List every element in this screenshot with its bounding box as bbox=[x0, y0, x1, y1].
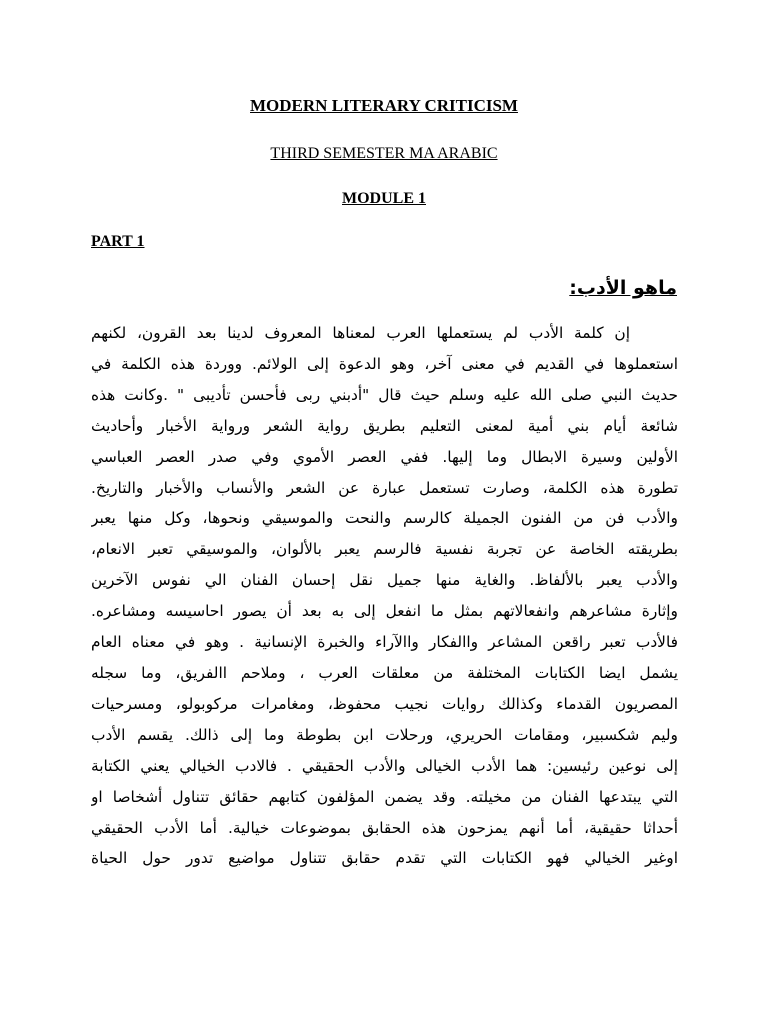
body-line: التي يبتدعها الفنان من مخيلته. وقد يضمن المؤلفون كتابهم حقائق تتناول أشخاصا او bbox=[91, 787, 678, 806]
body-line: بطريقته الخاصة عن تجربة نفسية فالرسم يعبر بالألوان، والموسيقي تعبر الانعام، bbox=[91, 540, 678, 559]
body-line: إن كلمة الأدب لم يستعملها العرب لمعناها المعروف لدينا بعد القرون، لكنهم bbox=[91, 324, 630, 342]
body-line: والأدب يعبر بالألفاظ. والغاية منها جميل نقل إحسان الفنان الي نفوس الآخرين bbox=[91, 571, 678, 590]
body-line: اوغير الخيالي فهو الكتابات التي تقدم حقابق تتناول مواضيع تدور حول الحياة bbox=[91, 849, 678, 868]
body-line: وإثارة مشاعرهم وانفعالاتهم بمثل ما انفعل إلى به بعد أن يصور احاسيسه ومشاعره. bbox=[91, 602, 678, 621]
document-subtitle: THIRD SEMESTER MA ARABIC bbox=[270, 145, 498, 162]
body-text bbox=[91, 318, 678, 874]
document-title: MODERN LITERARY CRITICISM bbox=[250, 96, 518, 115]
body-line: إلى نوعين رئيسين: هما الأدب الخيالى والأدب الحقيقي . فالادب الخيالي يعني الكتابة bbox=[91, 756, 678, 775]
body-line: أحداثا حقيقية، أما أنهم يمزحون هذه الحقابق بموضوعات خيالية. أما الأدب الحقيقي bbox=[91, 818, 678, 837]
body-line: يشمل ايضا الكتابات المختلفة من معلقات العرب ، وملاحم االفريق، وما سجله bbox=[91, 663, 678, 682]
body-line: المصريون القدماء وكذالك روايات نجيب محفوظ، ومغامرات مركوبولو، ومسرحيات bbox=[91, 694, 678, 713]
body-line: الأولين وسيرة الابطال وما إليها. ففي العصر الأموي وفي صدر العصر العباسي bbox=[91, 447, 678, 466]
module-label: MODULE 1 bbox=[342, 190, 426, 207]
section-heading: ماهو الأدب: bbox=[569, 277, 677, 299]
body-line: والأدب فن من الفنون الجميلة كالرسم والنحت والموسيقي ونحوها، وكل منها يعبر bbox=[91, 509, 678, 528]
body-line: شائعة أيام بني أمية لمعنى التعليم بطريق رواية الشعر ورواية الأخبار وأحاديث bbox=[91, 416, 678, 435]
part-label: PART 1 bbox=[91, 233, 145, 250]
body-line: حديث النبي صلى الله عليه وسلم حيث قال "أدبني ربى فأحسن تأديبى " .وكانت هذه bbox=[91, 385, 678, 404]
body-line: وليم شكسبير، ومقامات الحريري، ورحلات ابن بطوطة وما إلى ذالك. يقسم الأدب bbox=[91, 725, 678, 744]
body-line: فالأدب تعبر راقعن المشاعر واالفكار واالآراء والخبرة الإنسانية . وهو في معناه العام bbox=[91, 633, 678, 652]
body-line: استعملوها في القديم في معنى آخر، وهو الدعوة إلى الولائم. ووردة هذه الكلمة في bbox=[91, 354, 678, 373]
body-line: تطورة هذه الكلمة، وصارت تستعمل عبارة عن الشعر والأنساب والأخبار والتاريخ. bbox=[91, 478, 678, 497]
